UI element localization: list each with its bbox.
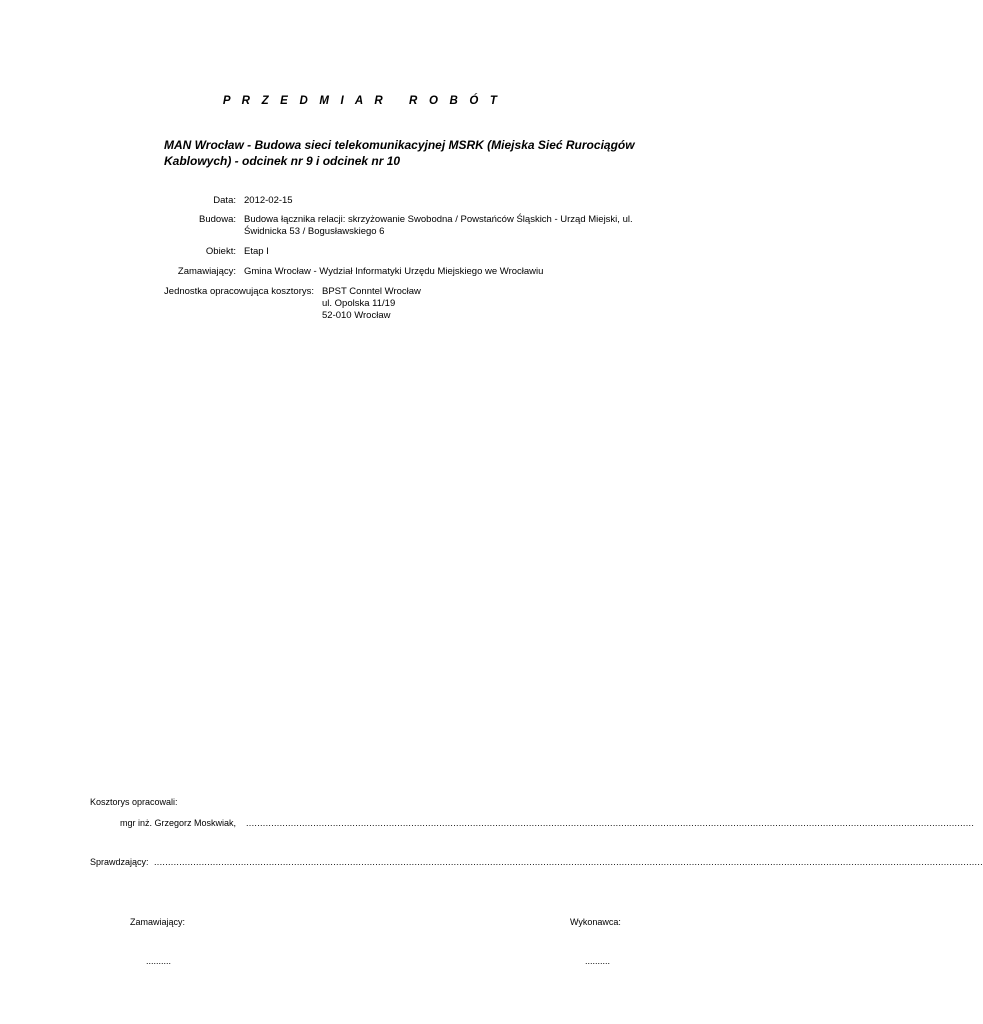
obiekt-label: Obiekt: bbox=[205, 246, 236, 257]
date-label: Data: bbox=[213, 195, 236, 206]
obiekt-value: Etap I bbox=[244, 246, 269, 257]
opracowali-label: Kosztorys opracowali: bbox=[90, 797, 178, 807]
document-title: P R Z E D M I A R R O B Ó T bbox=[222, 95, 502, 107]
jednostka-line1: BPST Conntel Wrocław bbox=[322, 286, 421, 297]
wykonawca-signature-label: Wykonawca: bbox=[570, 917, 621, 927]
budowa-label: Budowa: bbox=[199, 214, 236, 225]
jednostka-line3: 52-010 Wrocław bbox=[322, 310, 391, 321]
date-value: 2012-02-15 bbox=[244, 195, 293, 206]
jednostka-label: Jednostka opracowująca kosztorys: bbox=[164, 286, 314, 297]
wykonawca-signature-dots: .......... bbox=[585, 956, 611, 966]
budowa-value: Budowa łącznika relacji: skrzyżowanie Swobodna / Powstańców Śląskich - Urząd Miejski, ul. Świdnicka 53 / Bogusławskiego 6 bbox=[244, 214, 633, 237]
zamawiajacy-label: Zamawiający: bbox=[177, 266, 236, 277]
sprawdzajacy-label: Sprawdzający: bbox=[90, 857, 149, 867]
zamawiajacy-signature-label: Zamawiający: bbox=[130, 917, 186, 927]
author-name: mgr inż. Grzegorz Moskwiak, bbox=[120, 818, 237, 828]
zamawiajacy-signature-dots: .......... bbox=[146, 956, 172, 966]
project-subtitle: MAN Wrocław - Budowa sieci telekomunikacyjnej MSRK (Miejska Sieć Rurociągów Kablowych) - odcinek nr 9 i odcinek nr 10 bbox=[164, 138, 635, 168]
zamawiajacy-value: Gmina Wrocław - Wydział Informatyki Urzędu Miejskiego we Wrocławiu bbox=[244, 266, 544, 277]
jednostka-line2: ul. Opolska 11/19 bbox=[322, 298, 396, 309]
author-signature-line: .................................................................................................................................................................................................................................................................... bbox=[246, 818, 975, 828]
sprawdzajacy-signature-line: ........................................................................................................................................................................................................................................................................................................ bbox=[154, 857, 983, 867]
